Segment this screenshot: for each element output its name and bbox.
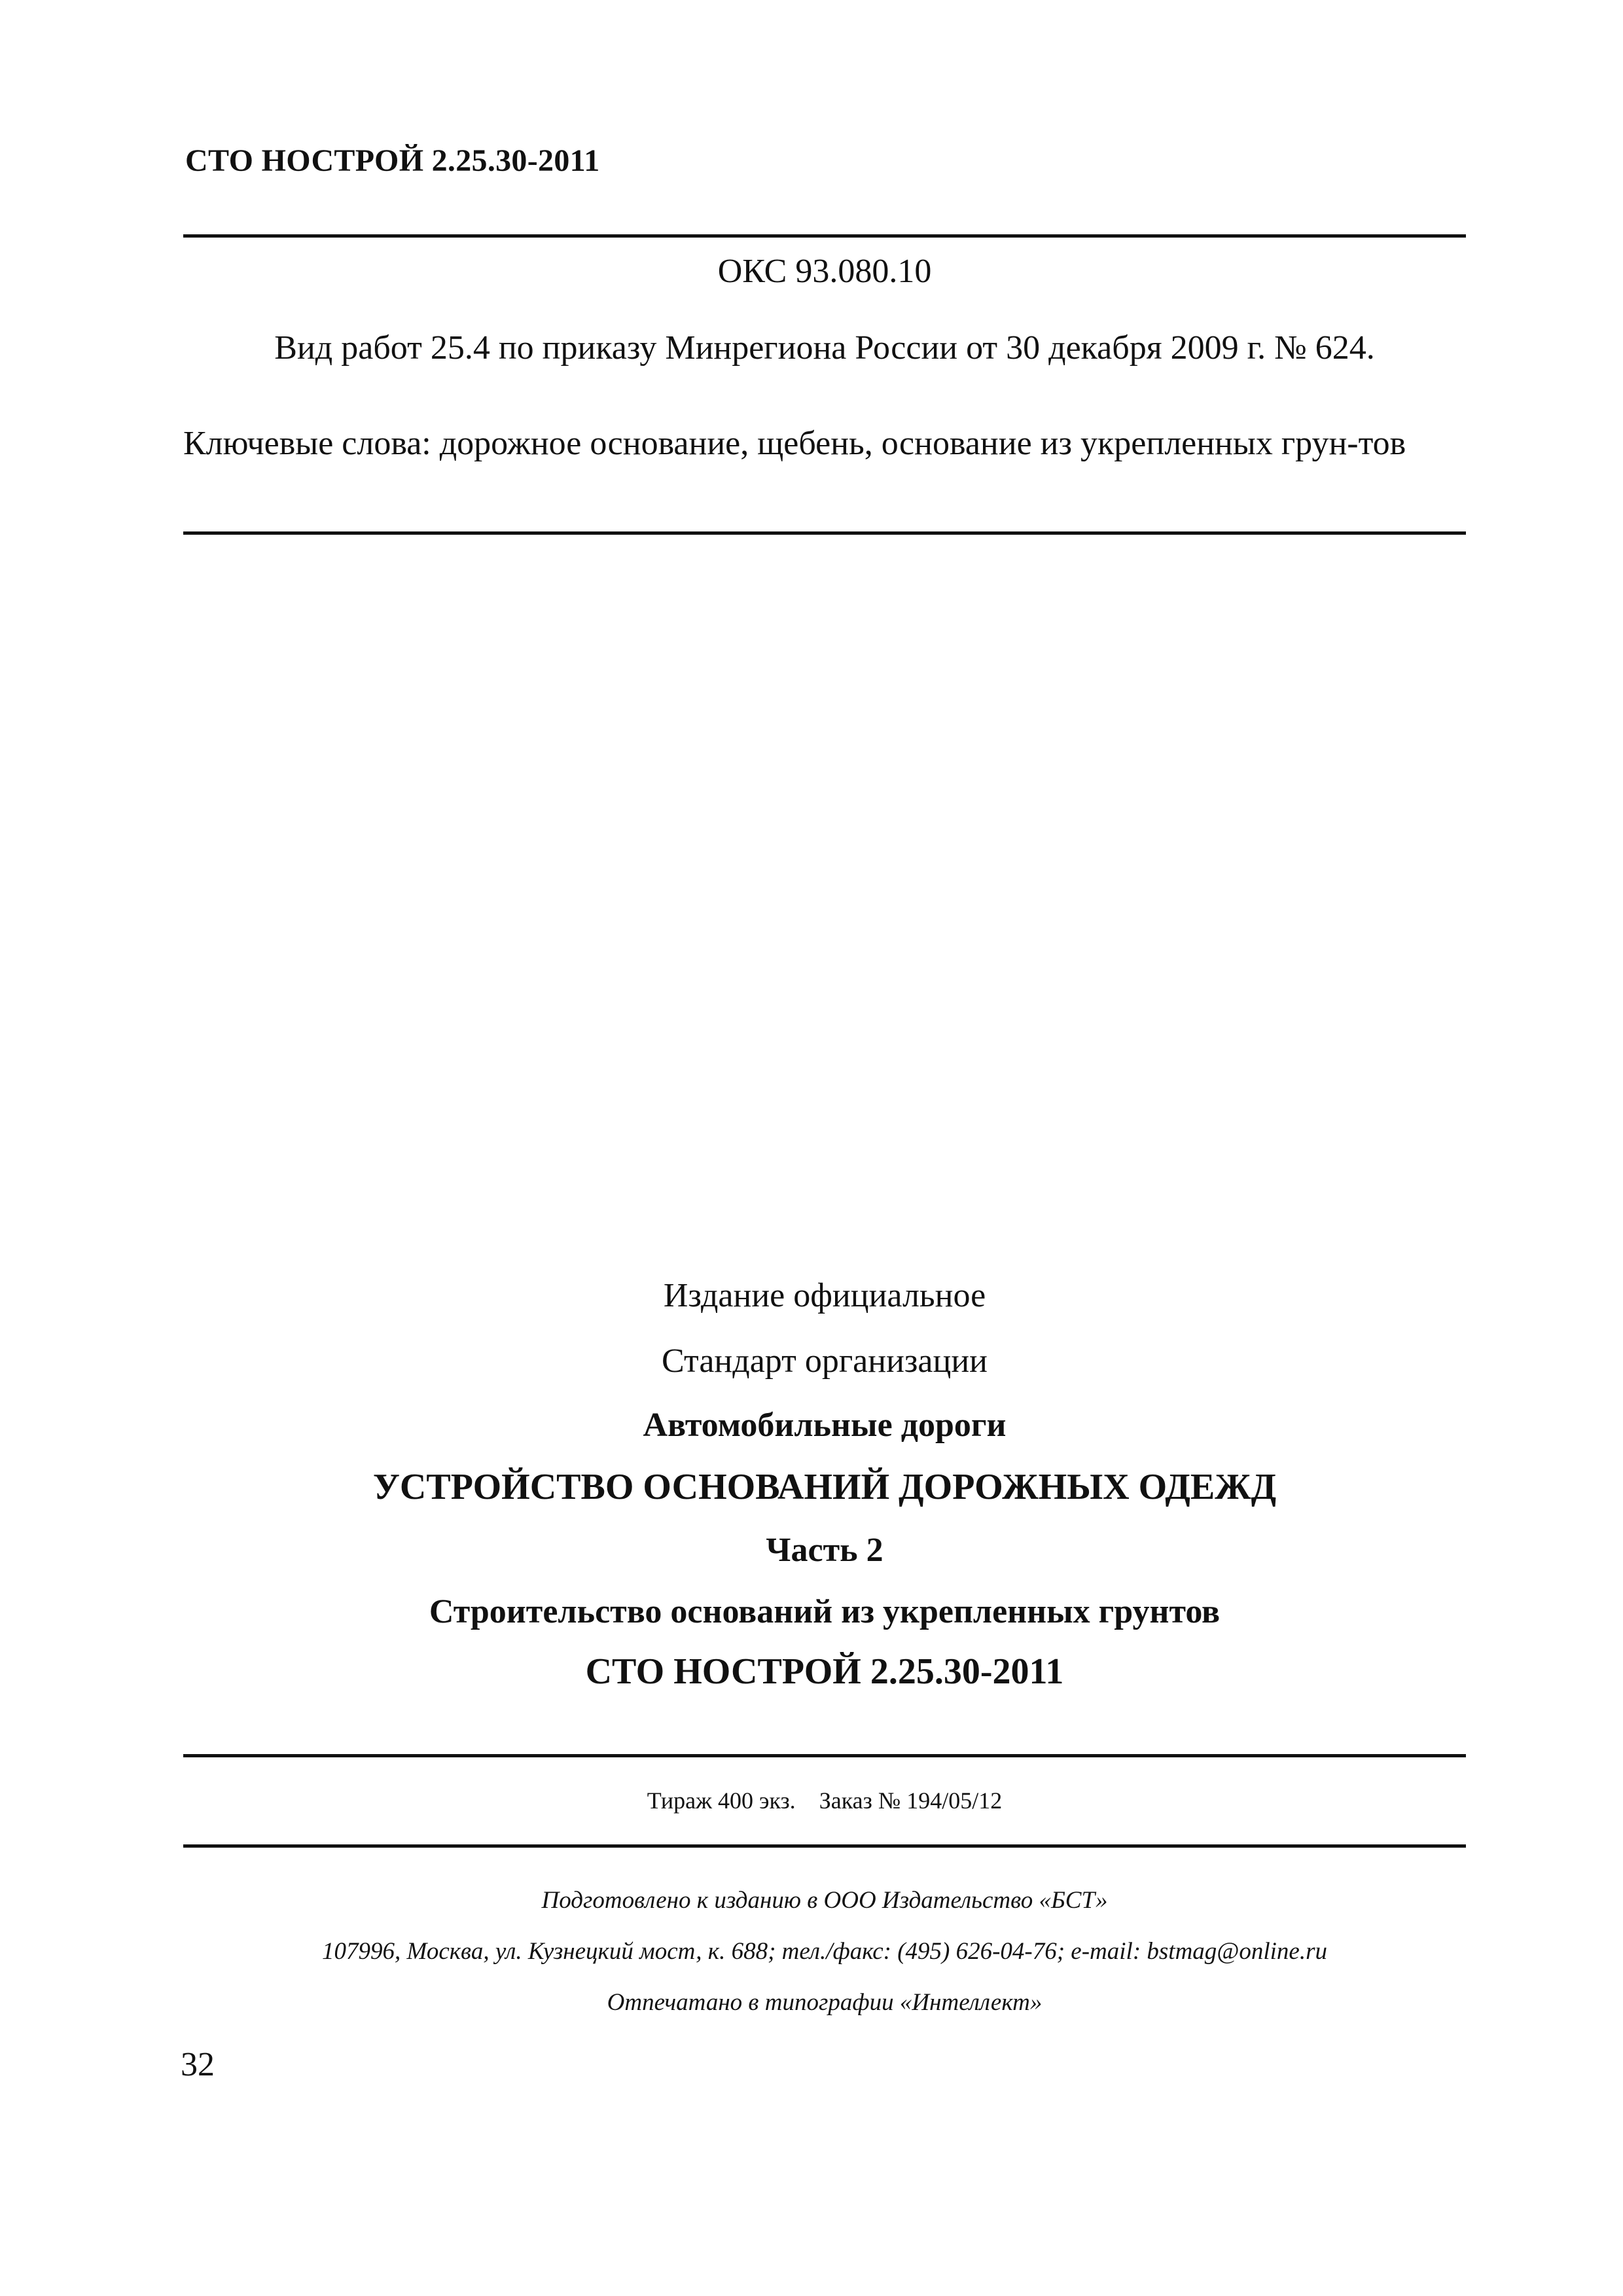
publisher-address: 107996, Москва, ул. Кузнецкий мост, к. 688; тел./факс: (495) 626-04-76; e-mail: bstmag@online.ru (322, 1938, 1327, 1965)
imprint-top-divider (183, 1754, 1466, 1757)
standard-code: СТО НОСТРОЙ 2.25.30-2011 (585, 1651, 1064, 1692)
keywords-line: Ключевые слова: дорожное основание, щебень, основание из укрепленных грун-тов (183, 425, 1406, 462)
imprint-bottom-divider (183, 1844, 1466, 1848)
page-number: 32 (181, 2046, 215, 2083)
work-type-line: Вид работ 25.4 по приказу Минрегиона России от 30 декабря 2009 г. № 624. (274, 329, 1375, 367)
print-run: Тираж 400 экз. (647, 1787, 796, 1814)
printed-by: Отпечатано в типографии «Интеллект» (607, 1989, 1043, 2016)
standard-type-label: Стандарт организации (661, 1342, 988, 1380)
subject-heading: Автомобильные дороги (643, 1407, 1007, 1444)
part-number: Часть 2 (766, 1532, 883, 1569)
classification-divider (183, 531, 1466, 535)
edition-label: Издание официальное (663, 1277, 986, 1314)
oks-code: ОКС 93.080.10 (717, 253, 932, 290)
main-title: УСТРОЙСТВО ОСНОВАНИЙ ДОРОЖНЫХ ОДЕЖД (372, 1467, 1277, 1507)
imprint-row (183, 1787, 1466, 1814)
order-number: Заказ № 194/05/12 (819, 1787, 1003, 1814)
top-divider (183, 234, 1466, 238)
prepared-by: Подготовлено к изданию в ООО Издательство «БСТ» (541, 1887, 1108, 1914)
part-title: Строительство оснований из укрепленных грунтов (429, 1593, 1221, 1630)
running-header-code: СТО НОСТРОЙ 2.25.30-2011 (185, 143, 600, 178)
